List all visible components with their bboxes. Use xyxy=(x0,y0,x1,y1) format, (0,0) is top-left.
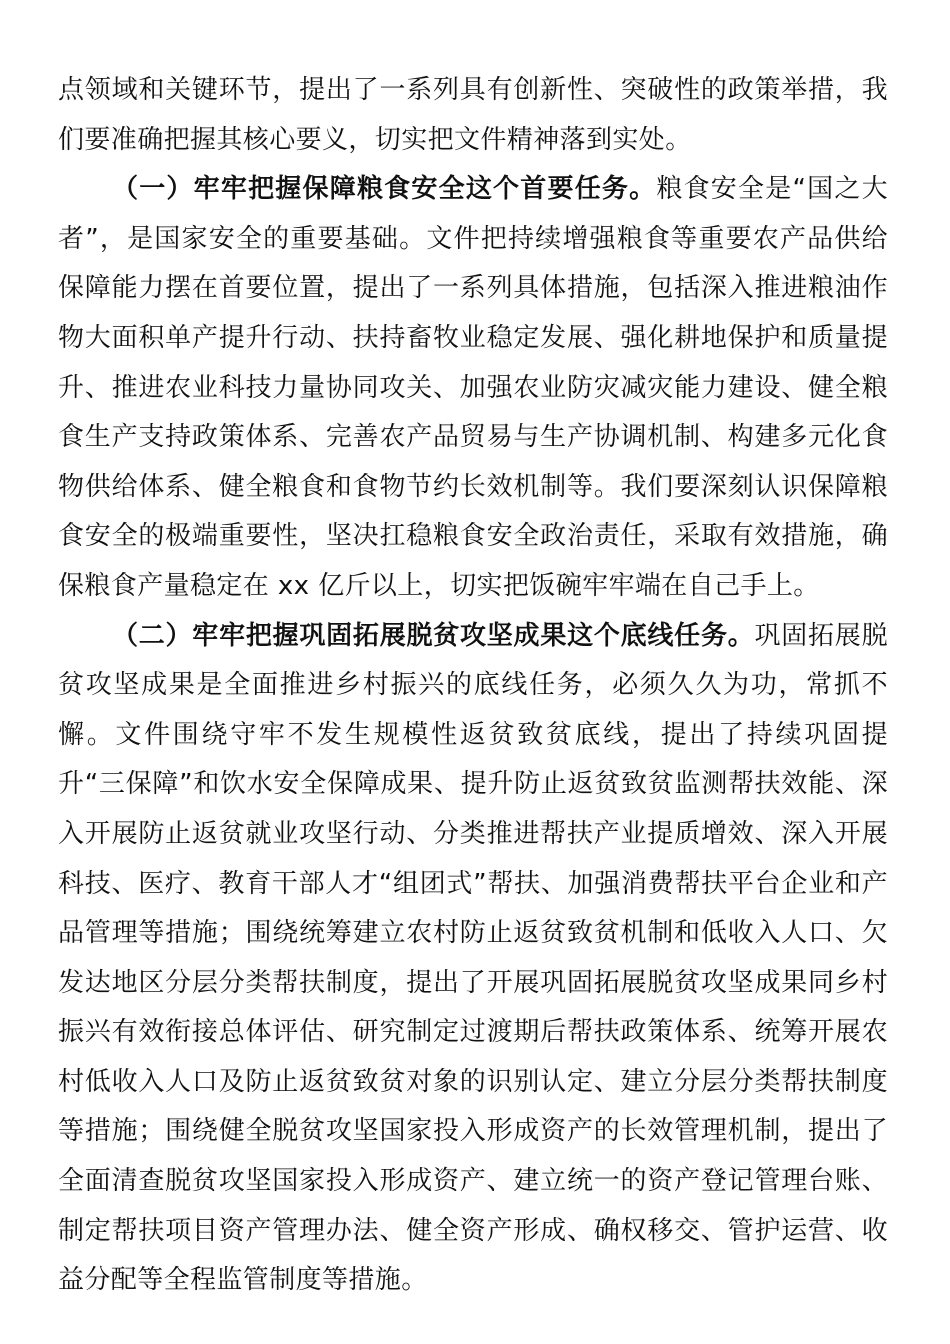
section-heading-grain-security: （一）牢牢把握保障粮食安全这个首要任务。 xyxy=(112,174,657,205)
section-heading-poverty-alleviation: （二）牢牢把握巩固拓展脱贫攻坚成果这个底线任务。 xyxy=(112,620,755,651)
paragraph-text: 粮食安全是“国之大者”，是国家安全的重要基础。文件把持续增强粮食等重要农产品供给保障能力摆在首要位置，提出了一系列具体措施，包括深入推进粮油作物大面积单产提升行动、扶持畜牧业稳定发展、强化耕地保护和质量提升、推进农业科技力量协同攻关、加强农业防灾减灾能力建设、健全粮食生产支持政策体系、完善农产品贸易与生产协调机制、构建多元化食物供给体系、健全粮食和食物节约长效机制等。我们要深刻认识保障粮食安全的极端重要性，坚决扛稳粮食安全政治责任，采取有效措施，确保粮食产量稳定在 xx 亿斤以上，切实把饭碗牢牢端在自己手上。 xyxy=(58,174,888,601)
paragraph-intro-continuation xyxy=(58,66,888,165)
paragraph-section-2 xyxy=(58,612,888,1306)
document-body xyxy=(58,66,888,1306)
paragraph-text: 点领域和关键环节，提出了一系列具有创新性、突破性的政策举措，我们要准确把握其核心要义，切实把文件精神落到实处。 xyxy=(58,75,888,155)
paragraph-section-1 xyxy=(58,165,888,611)
paragraph-text: 巩固拓展脱贫攻坚成果是全面推进乡村振兴的底线任务，必须久久为功，常抓不懈。文件围绕守牢不发生规模性返贫致贫底线，提出了持续巩固提升“三保障”和饮水安全保障成果、提升防止返贫致贫监测帮扶效能、深入开展防止返贫就业攻坚行动、分类推进帮扶产业提质增效、深入开展科技、医疗、教育干部人才“组团式”帮扶、加强消费帮扶平台企业和产品管理等措施；围绕统筹建立农村防止返贫致贫机制和低收入人口、欠发达地区分层分类帮扶制度，提出了开展巩固拓展脱贫攻坚成果同乡村振兴有效衔接总体评估、研究制定过渡期后帮扶政策体系、统筹开展农村低收入人口及防止返贫致贫对象的识别认定、建立分层分类帮扶制度等措施；围绕健全脱贫攻坚国家投入形成资产的长效管理机制，提出了全面清查脱贫攻坚国家投入形成资产、建立统一的资产登记管理台账、制定帮扶项目资产管理办法、健全资产形成、确权移交、管护运营、收益分配等全程监管制度等措施。 xyxy=(58,620,888,1296)
